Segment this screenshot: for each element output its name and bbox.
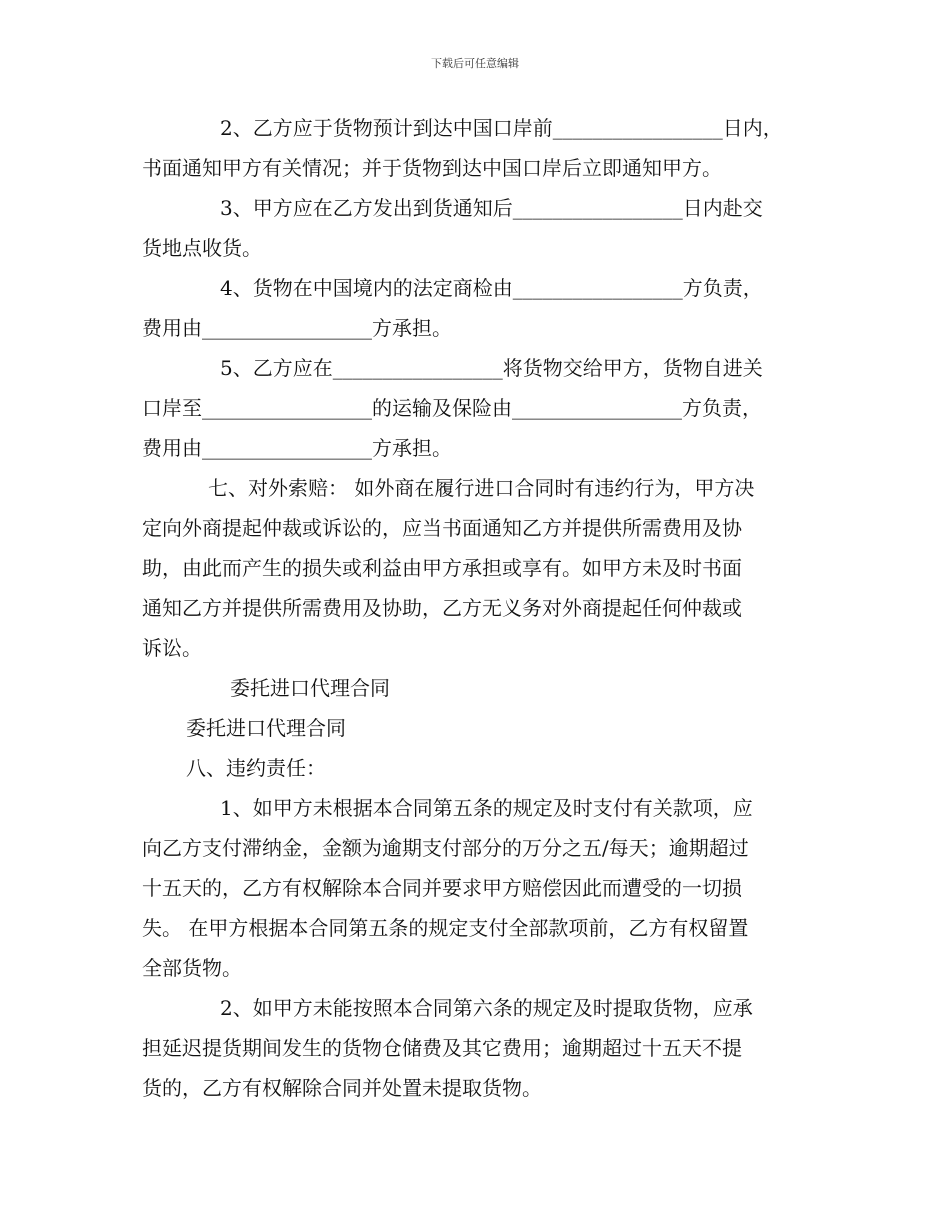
contract-title-2: 委托进口代理合同: [186, 716, 346, 740]
contract-title-1: 委托进口代理合同: [230, 676, 390, 700]
clause-8-1-line-4: 失。 在甲方根据本合同第五条的规定支付全部款项前，乙方有权留置: [142, 916, 749, 940]
clause-5-line-3: 费用由_________________方承担。: [142, 436, 452, 460]
clause-5-line-2: 口岸至_________________的运输及保险由_________________方负责，: [142, 396, 762, 420]
clause-8-1-line-1: 1、如甲方未根据本合同第五条的规定及时支付有关款项，应: [220, 796, 753, 820]
clause-8-1-line-5: 全部货物。: [142, 956, 242, 980]
section-7-line-5: 诉讼。: [142, 636, 202, 660]
clause-8-1-line-2: 向乙方支付滞纳金，金额为逾期支付部分的万分之五/每天；逾期超过: [142, 836, 749, 860]
clause-2-line-1: 2、乙方应于货物预计到达中国口岸前_________________日内，: [220, 116, 783, 140]
clause-5-line-1: 5、乙方应在_________________将货物交给甲方，货物自进关: [220, 356, 763, 380]
section-8-heading: 八、违约责任：: [186, 756, 326, 780]
section-7-line-3: 助，由此而产生的损失或利益由甲方承担或享有。如甲方未及时书面: [142, 556, 742, 580]
document-body: [142, 108, 822, 1108]
page-header: 下载后可任意编辑: [431, 57, 519, 70]
section-7-line-2: 定向外商提起仲裁或诉讼的，应当书面通知乙方并提供所需费用及协: [142, 516, 742, 540]
clause-3-line-1: 3、甲方应在乙方发出到货通知后_________________日内赴交: [220, 196, 763, 220]
clause-4-line-1: 4、货物在中国境内的法定商检由_________________方负责，: [220, 276, 763, 300]
section-7-line-1: 七、对外索赔： 如外商在履行进口合同时有违约行为，甲方决: [208, 476, 755, 500]
clause-2-line-2: 书面通知甲方有关情况；并于货物到达中国口岸后立即通知甲方。: [142, 156, 722, 180]
clause-8-2-line-2: 担延迟提货期间发生的货物仓储费及其它费用；逾期超过十五天不提: [142, 1036, 742, 1060]
clause-8-2-line-1: 2、如甲方未能按照本合同第六条的规定及时提取货物，应承: [220, 996, 753, 1020]
clause-8-2-line-3: 货的，乙方有权解除合同并处置未提取货物。: [142, 1076, 542, 1100]
clause-3-line-2: 货地点收货。: [142, 236, 262, 260]
clause-8-1-line-3: 十五天的，乙方有权解除本合同并要求甲方赔偿因此而遭受的一切损: [142, 876, 742, 900]
section-7-line-4: 通知乙方并提供所需费用及协助，乙方无义务对外商提起任何仲裁或: [142, 596, 742, 620]
clause-4-line-2: 费用由_________________方承担。: [142, 316, 452, 340]
